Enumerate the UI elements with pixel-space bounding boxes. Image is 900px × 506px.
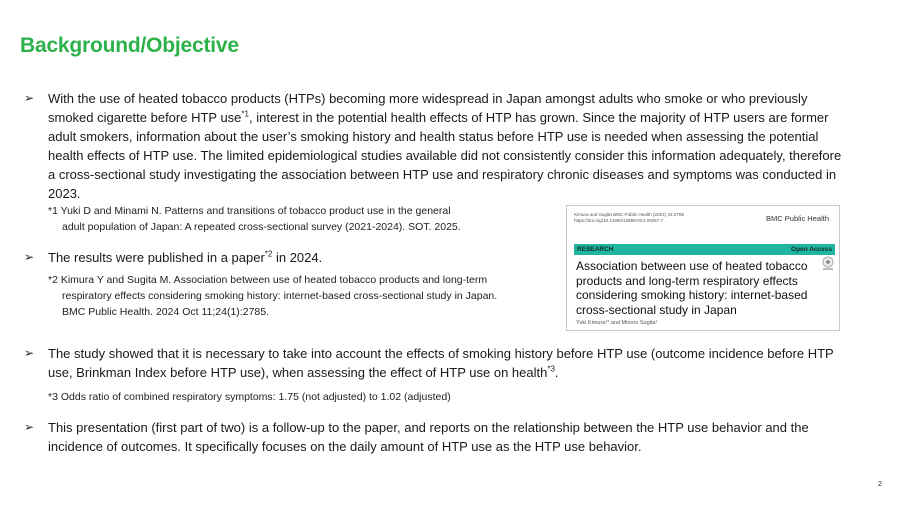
crossmark-icon bbox=[821, 256, 835, 272]
bullet-text: . bbox=[554, 365, 559, 380]
bullet-text: The results were published in a paper bbox=[48, 250, 265, 265]
page-number: 2 bbox=[877, 479, 882, 488]
open-access-label: Open Access bbox=[791, 246, 832, 253]
bullet-text: , interest in the potential health effects of HTP has grown. Since the majority of HTP users are former adult smokers, information about the user’s smoking history and health status before HTP use is needed when assessing the potential health effects of HTP use. The limited epidemiological studies available did not consistently consider this information adequately, therefore a cross-sectional study investigating the association between HTP use and respiratory chronic diseases and symptoms was conducted in 2023. bbox=[48, 110, 842, 201]
paper-meta bbox=[574, 212, 684, 224]
bullet-text: The study showed that it is necessary to take into account the effects of smoking history before HTP use (outcome incidence before HTP use, Brinkman Index before HTP use), when assessing the effect of HTP use on health bbox=[48, 346, 834, 380]
footnote-line: BMC Public Health. 2024 Oct 11;24(1):2785. bbox=[62, 306, 270, 318]
footnote-1 bbox=[48, 203, 548, 235]
section-label: RESEARCH bbox=[577, 246, 614, 253]
bullet-findings bbox=[24, 344, 848, 382]
footnote-line: adult population of Japan: A repeated cross-sectional survey (2021-2024). SOT. 2025. bbox=[62, 221, 461, 233]
paper-doi: https://doi.org/10.1186/s12889-024-20257-7 bbox=[574, 218, 664, 223]
footnote-ref: *3 bbox=[547, 364, 555, 374]
bullet-objective bbox=[24, 418, 848, 456]
page-title: Background/Objective bbox=[20, 34, 239, 57]
paper-thumbnail bbox=[566, 205, 840, 331]
bullet-background bbox=[24, 89, 848, 203]
footnote-line: *1 Yuki D and Minami N. Patterns and transitions of tobacco product use in the general bbox=[48, 205, 451, 217]
arrow-bullet-icon: ➢ bbox=[24, 250, 35, 264]
arrow-bullet-icon: ➢ bbox=[24, 420, 35, 434]
journal-name: BMC Public Health bbox=[766, 214, 829, 223]
footnote-2 bbox=[48, 272, 568, 320]
paper-authors: Yuki Kimura¹* and Minoru Sugita² bbox=[576, 320, 658, 326]
paper-title: Association between use of heated tobacco products and long-term respiratory effects considering smoking history: internet-based cross-sectional study in Japan bbox=[576, 259, 808, 317]
bullet-publication bbox=[24, 248, 528, 267]
bullet-text: With the use of heated tobacco products (HTPs) becoming more widespread in Japan amongst adults who smoke or who previously smoked cigarette before HTP use bbox=[48, 91, 808, 125]
arrow-bullet-icon: ➢ bbox=[24, 346, 35, 360]
footnote-line: *2 Kimura Y and Sugita M. Association between use of heated tobacco products and long-term bbox=[48, 274, 488, 286]
research-bar bbox=[574, 244, 835, 255]
footnote-ref: *1 bbox=[241, 109, 249, 119]
footnote-3: *3 Odds ratio of combined respiratory symptoms: 1.75 (not adjusted) to 1.02 (adjusted) bbox=[48, 391, 451, 403]
bullet-text: in 2024. bbox=[272, 250, 323, 265]
arrow-bullet-icon: ➢ bbox=[24, 91, 35, 105]
bullet-text: This presentation (first part of two) is a follow-up to the paper, and reports on the relationship between the HTP use behavior and the incidence of outcomes. It specifically focuses on the daily amount of HTP use as the HTP use behavior. bbox=[48, 420, 809, 454]
footnote-ref: *2 bbox=[264, 249, 273, 259]
footnote-line: respiratory effects considering smoking history: internet-based cross-sectional study in Japan. bbox=[62, 290, 498, 302]
paper-citation: Kimura and Sugita BMC Public Health (2024) 24:2785 bbox=[574, 212, 685, 217]
